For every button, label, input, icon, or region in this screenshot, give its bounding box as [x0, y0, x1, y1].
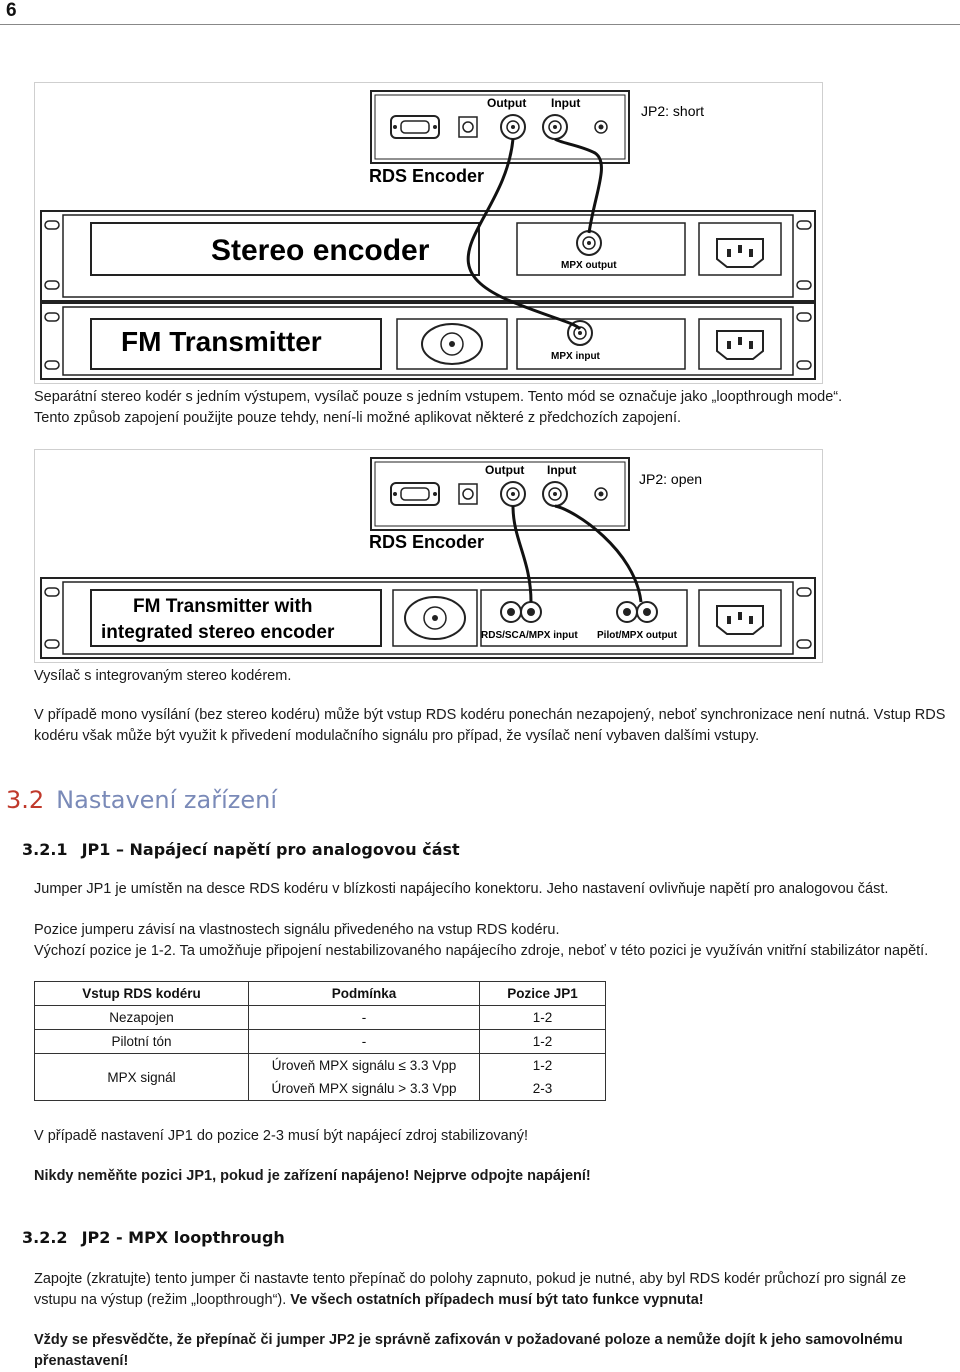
jp1-warning: Nikdy neměňte pozici JP1, pokud je zařízení napájeno! Nejprve odpojte napájení! — [34, 1168, 591, 1184]
label-input: Input — [547, 463, 577, 477]
table-row: Úroveň MPX signálu > 3.3 Vpp 2-3 — [35, 1077, 606, 1101]
power-jack-icon — [459, 117, 477, 137]
page-number: 6 — [6, 0, 17, 21]
iec-power-socket-icon — [717, 331, 763, 359]
n-connector-icon — [422, 324, 482, 364]
fm-transmitter-integrated-rack — [41, 578, 815, 658]
bnc-output-icon — [501, 482, 525, 506]
bnc-mpx-output-icon — [577, 231, 601, 255]
bnc-input-icon — [543, 482, 567, 506]
label-mpx-output: MPX output — [561, 260, 617, 271]
jp2-text: Zapojte (zkratujte) tento jumper či nastavte tento přepínač do polohy zapnuto, pokud je nutné, aby byl RDS kodér průchozí pro signál ze vstupu na výstup (režim „loopthrough“). Ve všech ostatních případech musí být tato funkce vypnuta! — [34, 1271, 907, 1308]
label-input: Input — [551, 96, 581, 110]
jp1-text2: Pozice jumperu závisí na vlastnostech signálu přivedeného na vstup RDS kodéru. Výchozí pozice je 1-2. Ta umožňuje připojení nestabilizovaného napájecího zdroje, neboť v této pozici je využíván vnitřní stabilizátor napětí. — [34, 922, 929, 959]
dsub-connector-icon — [391, 116, 439, 138]
table-header: Podmínka — [249, 982, 480, 1006]
section-heading — [6, 786, 277, 814]
figure2-caption: Vysílač s integrovaným stereo kodérem. — [34, 668, 292, 684]
table-row: Pilotní tón - 1-2 — [35, 1030, 606, 1054]
figure-integrated — [34, 449, 823, 663]
iec-power-socket-icon — [717, 606, 763, 634]
jp1-note: V případě nastavení JP1 do pozice 2-3 musí být napájecí zdroj stabilizovaný! — [34, 1128, 529, 1144]
led-icon — [595, 488, 607, 500]
label-jp2: JP2: open — [639, 471, 703, 487]
table-header: Vstup RDS kodéru — [35, 982, 249, 1006]
final-warning: Vždy se přesvědčte, že přepínač či jumper JP2 je správně zafixován v požadované poloze a nemůže dojít k jeho samovolnému přenastavení! — [34, 1332, 903, 1369]
header-rule — [0, 24, 960, 25]
label-pilot-mpx-output: Pilot/MPX output — [597, 630, 677, 641]
power-jack-icon — [459, 484, 477, 504]
mono-paragraph: V případě mono vysílání (bez stereo kodéru) může být vstup RDS kodéru ponechán nezapojený, neboť synchronizace není nutná. Vstup RDS kodéru však může být využit k přivedení modulačního signálu pro případ, že vysílač není vybaven dalšími vstupy. — [34, 707, 946, 744]
label-output: Output — [485, 463, 525, 477]
n-connector-icon — [405, 597, 465, 639]
bnc-output-icon — [501, 115, 525, 139]
table-row: Nezapojen - 1-2 — [35, 1006, 606, 1030]
label-rds-encoder: RDS Encoder — [369, 532, 485, 552]
label-stereo-encoder: Stereo encoder — [211, 234, 430, 267]
section-number: 3.2 — [6, 786, 45, 814]
figure-loopthrough — [34, 82, 823, 384]
jp1-text1: Jumper JP1 je umístěn na desce RDS kodéru v blízkosti napájecího konektoru. Jeho nastavení ovlivňuje napětí pro analogovou část. — [34, 881, 889, 897]
label-fm-transmitter: FM Transmitter — [121, 326, 322, 357]
label-output: Output — [487, 96, 527, 110]
jp1-table — [34, 981, 606, 1101]
figure1-caption: Separátní stereo kodér s jedním výstupem, vysílač pouze s jedním vstupem. Tento mód se označuje jako „loopthrough mode“. Tento způsob zapojení použijte pouze tehdy, není-li možné aplikovat některé z předchozích zapojení. — [34, 389, 843, 426]
iec-power-socket-icon — [717, 239, 763, 267]
label-rds-encoder: RDS Encoder — [369, 166, 485, 186]
table-header-row — [35, 982, 606, 1006]
led-icon — [595, 121, 607, 133]
table-row: MPX signál Úroveň MPX signálu ≤ 3.3 Vpp 1-2 — [35, 1054, 606, 1078]
subsection1-heading: 3.2.1 JP1 – Napájecí napětí pro analogovou část — [22, 840, 460, 859]
bnc-input-icon — [543, 115, 567, 139]
label-jp2: JP2: short — [641, 103, 705, 119]
table-header: Pozice JP1 — [480, 982, 606, 1006]
label-fm-transmitter-line1: FM Transmitter with — [133, 596, 313, 617]
label-mpx-input: MPX input — [551, 351, 600, 362]
dsub-connector-icon — [391, 483, 439, 505]
label-rds-sca-mpx-input: RDS/SCA/MPX input — [481, 630, 578, 641]
label-fm-transmitter-line2: integrated stereo encoder — [101, 622, 335, 643]
section-title: Nastavení zařízení — [56, 786, 278, 814]
subsection2-heading: 3.2.2 JP2 - MPX loopthrough — [22, 1228, 285, 1247]
